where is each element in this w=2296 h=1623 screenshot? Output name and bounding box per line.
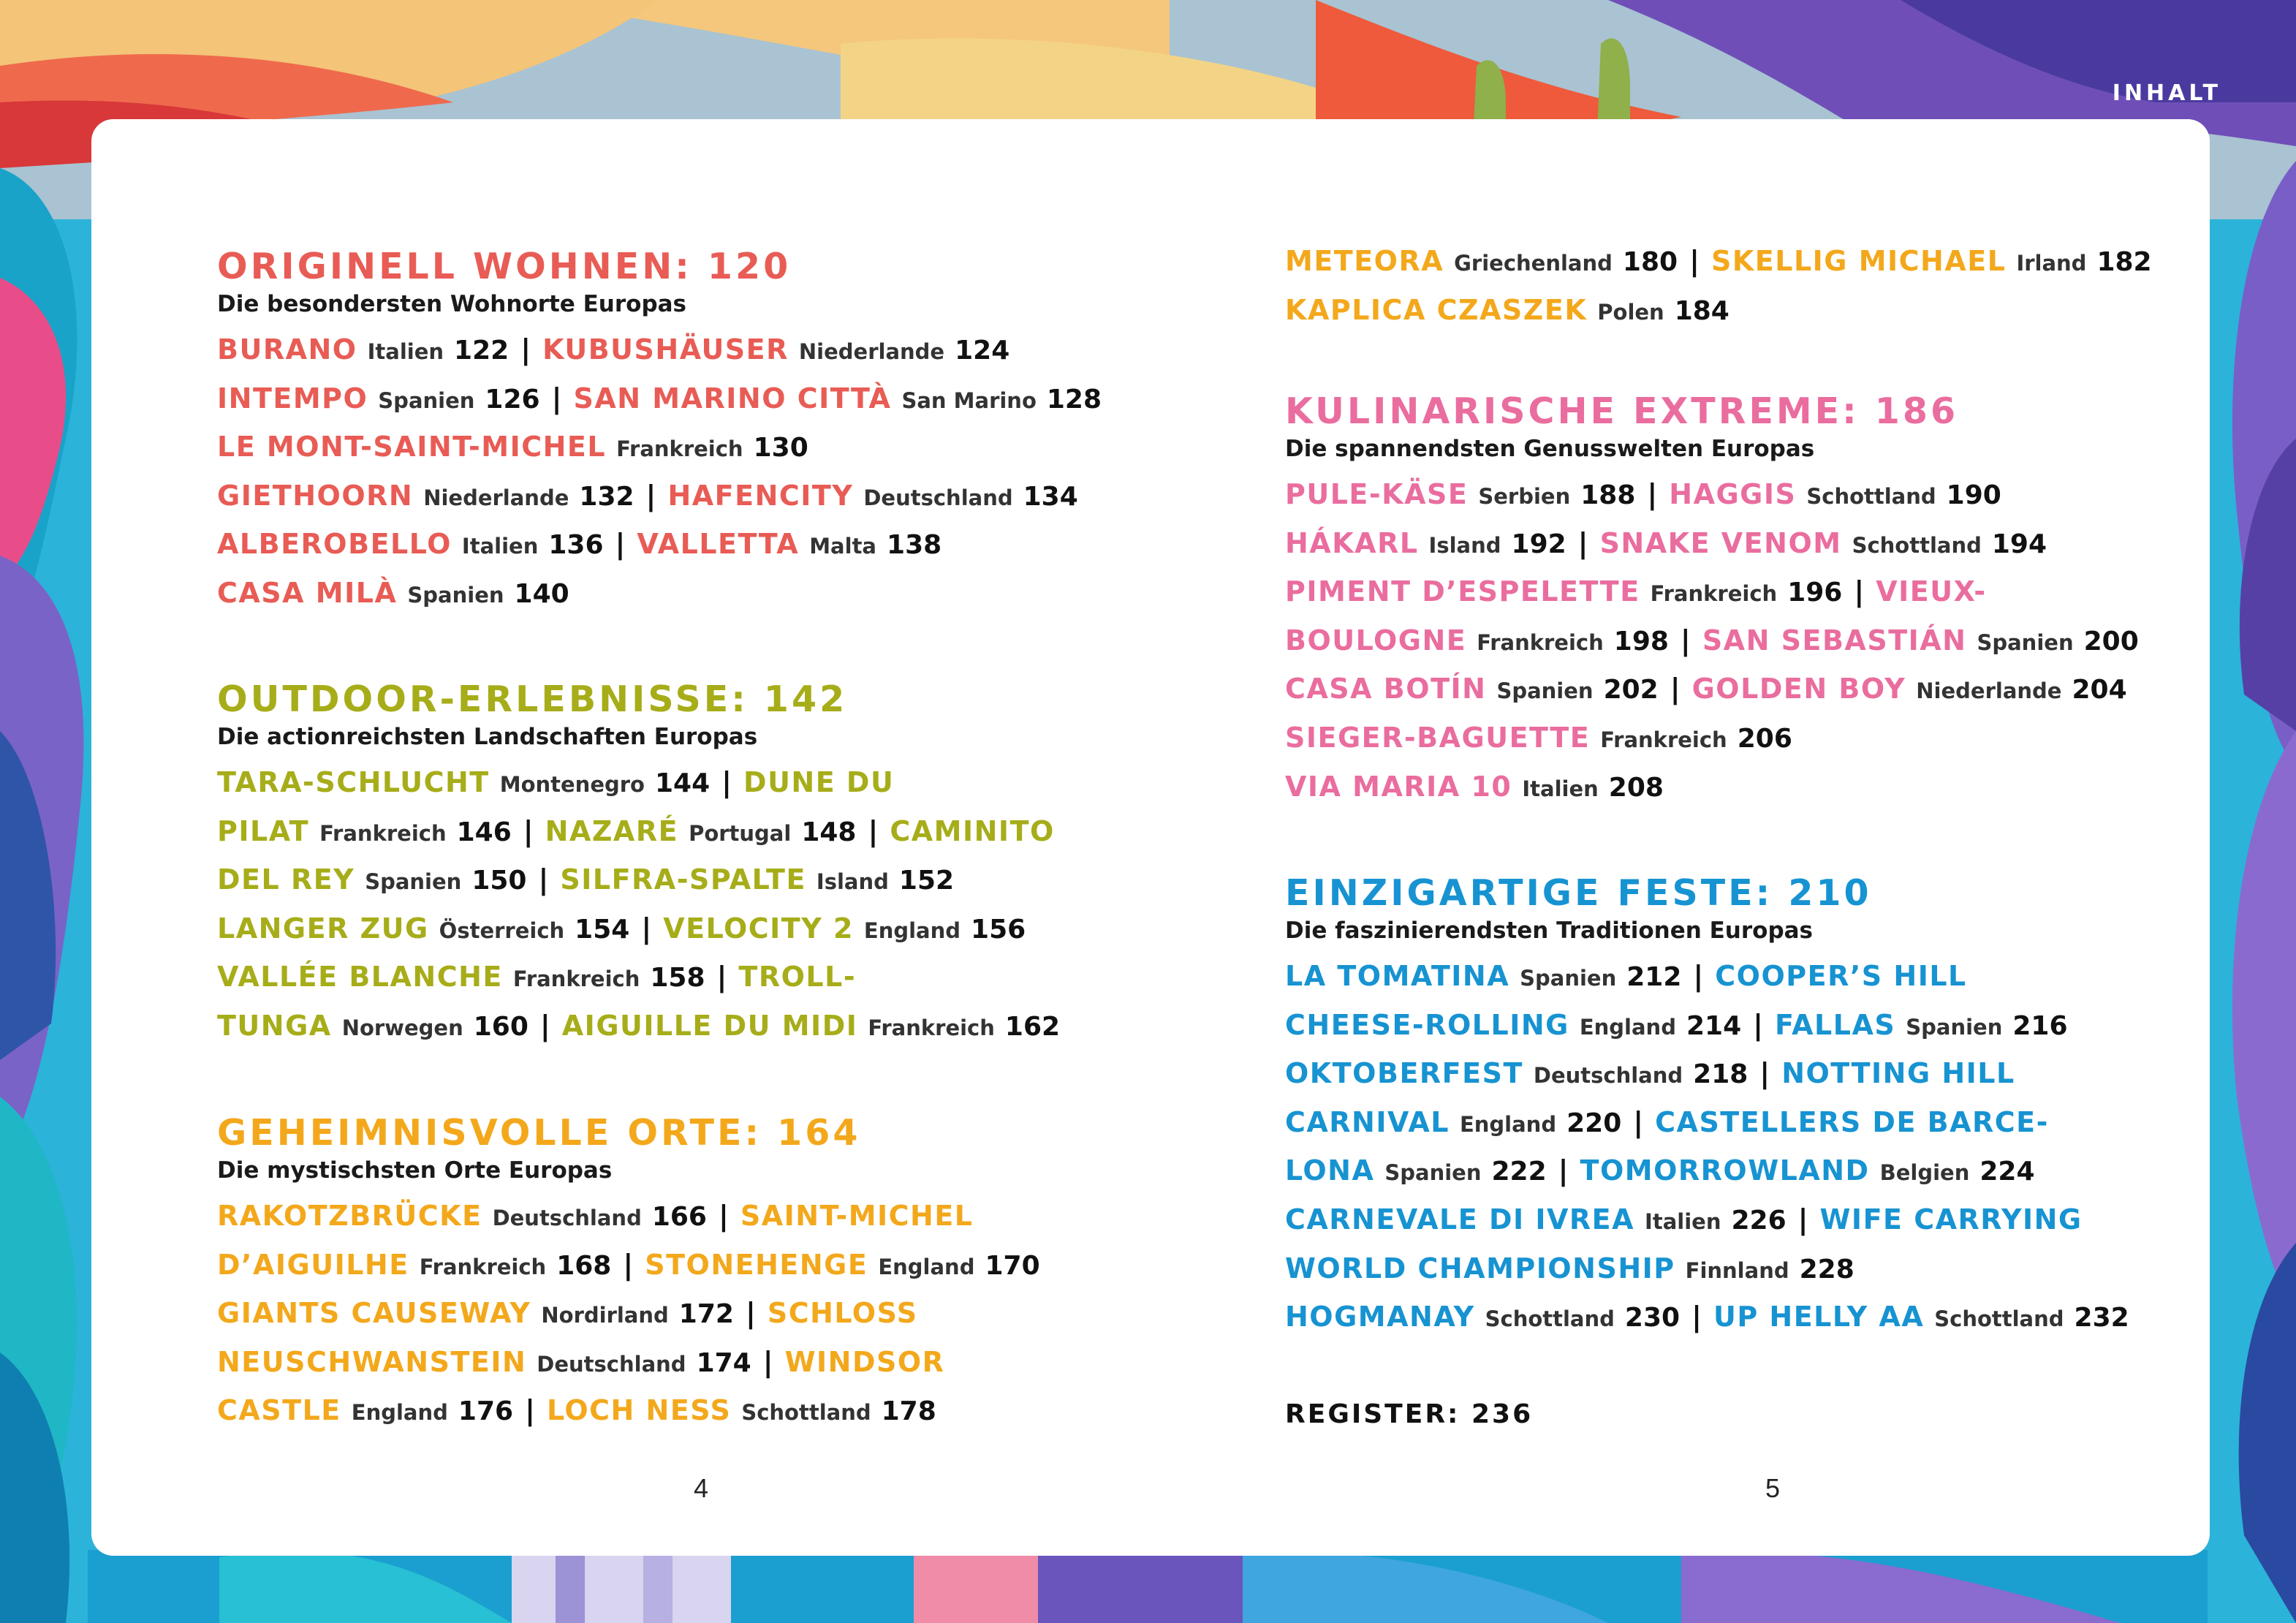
entry-separator: | — [1633, 1105, 1644, 1138]
page-ref[interactable]: 214 — [1686, 1010, 1742, 1041]
country-name: Frankreich — [616, 436, 743, 462]
place-name[interactable]: CARNIVAL — [1285, 1105, 1450, 1138]
place-name[interactable]: WINDSOR — [784, 1345, 945, 1378]
country-name: Malta — [809, 534, 877, 559]
page-ref[interactable]: 198 — [1613, 626, 1669, 657]
entry-separator: | — [1647, 478, 1658, 510]
page-number-right: 5 — [1765, 1473, 1781, 1503]
page-ref[interactable]: 188 — [1580, 480, 1636, 510]
toc-section — [1285, 390, 2177, 811]
country-name: Schottland — [1934, 1306, 2064, 1332]
country-name: Spanien — [1520, 966, 1617, 991]
place-name[interactable]: D’AIGUILHE — [217, 1248, 409, 1281]
entry-line — [217, 472, 1167, 521]
entry-line — [217, 569, 1167, 618]
place-name[interactable]: SAN MARINO CITTÀ — [573, 382, 892, 415]
page-ref[interactable]: 228 — [1799, 1254, 1854, 1285]
entry-separator: | — [1577, 526, 1588, 559]
entry-line — [217, 1386, 1167, 1435]
register-entry[interactable]: REGISTER: 236 — [1285, 1399, 1534, 1429]
section-subtitle: Die besondersten Wohnorte Europas — [217, 291, 687, 317]
country-name: Frankreich — [419, 1254, 547, 1279]
entry-line — [1285, 1098, 2177, 1147]
place-name[interactable]: GIANTS CAUSEWAY — [217, 1297, 531, 1330]
entry-separator: | — [762, 1345, 773, 1378]
country-name: Frankreich — [512, 966, 640, 992]
entry-separator: | — [551, 382, 562, 415]
page-ref[interactable]: 124 — [955, 336, 1010, 366]
page-ref[interactable]: 220 — [1566, 1108, 1622, 1138]
entry-list — [217, 1192, 1167, 1435]
entry-separator: | — [520, 333, 531, 366]
place-name[interactable]: CARNEVALE DI IVREA — [1285, 1203, 1635, 1236]
entry-line — [217, 1338, 1167, 1387]
entry-separator: | — [868, 814, 879, 847]
page-ref[interactable]: 190 — [1946, 480, 2001, 510]
place-name[interactable]: LA TOMATINA — [1285, 960, 1510, 992]
page-ref[interactable]: 178 — [881, 1396, 936, 1427]
country-name: Österreich — [439, 918, 565, 943]
place-name[interactable]: NAZARÉ — [545, 814, 679, 847]
country-name: San Marino — [901, 387, 1037, 413]
entry-separator: | — [523, 814, 534, 847]
country-name: Belgien — [1879, 1160, 1970, 1186]
country-name: Spanien — [365, 869, 462, 895]
country-name: Schottland — [1806, 484, 1936, 509]
country-name: Deutschland — [537, 1351, 686, 1377]
country-name: Serbien — [1478, 484, 1571, 509]
country-name: England — [1579, 1014, 1676, 1040]
place-name[interactable]: METEORA — [1285, 245, 1444, 277]
entry-separator: | — [1753, 1008, 1764, 1041]
place-name[interactable]: CASA BOTÍN — [1285, 673, 1487, 705]
entry-separator: | — [1689, 245, 1700, 277]
toc-section — [217, 678, 1167, 1051]
country-name: England — [863, 918, 961, 943]
country-name: Finnland — [1685, 1257, 1789, 1283]
country-name: Niederlande — [798, 339, 945, 364]
entry-line — [217, 1002, 1167, 1051]
country-name: Polen — [1597, 299, 1664, 325]
place-name[interactable]: SIEGER-BAGUETTE — [1285, 721, 1591, 754]
entry-separator: | — [1797, 1203, 1808, 1236]
section-heading[interactable]: OUTDOOR-ERLEBNISSE: 142 — [217, 678, 848, 720]
page-ref[interactable]: 218 — [1693, 1059, 1748, 1090]
country-name: Frankreich — [1650, 581, 1778, 607]
place-name[interactable]: GIETHOORN — [217, 479, 414, 512]
country-name: Spanien — [1906, 1014, 2003, 1040]
place-name[interactable]: PIMENT D’ESPELETTE — [1285, 575, 1640, 608]
country-name: Spanien — [1496, 678, 1594, 704]
entry-separator: | — [745, 1297, 756, 1330]
country-name: Spanien — [1384, 1160, 1482, 1186]
place-name[interactable]: SNAKE VENOM — [1599, 526, 1842, 559]
entry-line — [217, 1241, 1167, 1290]
entry-separator: | — [615, 528, 626, 561]
page-ref[interactable]: 200 — [2083, 626, 2139, 657]
page-ref[interactable]: 162 — [1004, 1011, 1061, 1042]
entry-line — [1285, 1001, 2177, 1050]
country-name: Frankreich — [1600, 727, 1727, 752]
country-name: Frankreich — [1477, 629, 1604, 655]
place-name[interactable]: TARA-SCHLUCHT — [217, 766, 490, 798]
place-name[interactable]: HAGGIS — [1669, 478, 1797, 510]
page-ref[interactable]: 232 — [2074, 1303, 2129, 1333]
entry-line — [1285, 567, 2177, 616]
country-name: Spanien — [407, 582, 504, 608]
place-name[interactable]: NOTTING HILL — [1781, 1057, 2015, 1090]
page-ref[interactable]: 134 — [1023, 481, 1078, 512]
place-name[interactable]: SCHLOSS — [767, 1297, 918, 1330]
entry-separator: | — [538, 863, 549, 896]
country-name: Island — [816, 869, 889, 895]
page-ref[interactable]: 226 — [1731, 1205, 1787, 1236]
entry-line — [1285, 1244, 2177, 1293]
page-ref[interactable]: 132 — [579, 481, 634, 512]
entry-line — [217, 423, 1167, 472]
entry-list — [1285, 237, 2177, 334]
entry-separator: | — [1680, 624, 1691, 657]
page-ref[interactable]: 130 — [753, 433, 808, 464]
place-name[interactable]: HOGMANAY — [1285, 1301, 1475, 1333]
toc-section — [217, 245, 1167, 618]
country-name: Irland — [2016, 251, 2087, 276]
place-name[interactable]: INTEMPO — [217, 382, 368, 415]
country-name: Niederlande — [1916, 678, 2062, 704]
country-name: Spanien — [1977, 629, 2074, 655]
toc-section — [217, 1111, 1167, 1435]
page-ref[interactable]: 126 — [485, 384, 540, 415]
entry-line — [1285, 286, 2177, 335]
entry-separator: | — [1854, 575, 1865, 608]
place-name[interactable]: HAFENCITY — [667, 479, 854, 512]
page-ref[interactable]: 140 — [514, 578, 569, 609]
place-name[interactable]: OKTOBERFEST — [1285, 1057, 1523, 1090]
page-ref[interactable]: 196 — [1787, 578, 1843, 608]
country-name: England — [351, 1400, 448, 1426]
section-subtitle: Die actionreichsten Landschaften Europas — [217, 724, 758, 750]
page-ref[interactable]: 180 — [1622, 247, 1678, 277]
entry-line — [217, 1192, 1167, 1241]
place-name[interactable]: TROLL- — [738, 961, 857, 994]
page-ref[interactable]: 204 — [2072, 675, 2127, 705]
place-name[interactable]: BOULOGNE — [1285, 624, 1467, 657]
entry-list — [217, 758, 1167, 1051]
country-name: England — [878, 1254, 975, 1279]
place-name[interactable]: TUNGA — [217, 1009, 332, 1042]
entry-separator: | — [641, 912, 652, 945]
page-ref[interactable]: 128 — [1046, 384, 1102, 415]
page-ref[interactable]: 212 — [1626, 962, 1682, 992]
page-ref[interactable]: 172 — [678, 1299, 734, 1330]
entry-separator: | — [645, 479, 656, 512]
entry-line — [1285, 1293, 2177, 1342]
country-name: Spanien — [378, 387, 475, 413]
page-ref[interactable]: 154 — [575, 914, 630, 945]
entry-line — [1285, 237, 2177, 286]
place-name[interactable]: VIA MARIA 10 — [1285, 770, 1512, 803]
page-ref[interactable]: 206 — [1737, 723, 1792, 754]
toc-section — [1285, 871, 2177, 1342]
section-heading[interactable]: GEHEIMNISVOLLE ORTE: 164 — [217, 1112, 861, 1154]
entry-separator: | — [539, 1009, 550, 1042]
place-name[interactable]: STONEHENGE — [645, 1248, 868, 1281]
entry-separator: | — [1693, 960, 1704, 992]
place-name[interactable]: SILFRA-SPALTE — [560, 863, 806, 896]
entry-line — [1285, 1146, 2177, 1195]
page-ref[interactable]: 144 — [654, 768, 711, 798]
entry-separator: | — [1759, 1057, 1770, 1090]
entry-separator: | — [1691, 1301, 1702, 1333]
page-ref[interactable]: 174 — [696, 1347, 751, 1378]
place-name[interactable]: COOPER’S HILL — [1715, 960, 1967, 992]
entry-line — [217, 904, 1167, 953]
place-name[interactable]: RAKOTZBRÜCKE — [217, 1200, 482, 1232]
section-subtitle: Die mystischsten Orte Europas — [217, 1157, 613, 1184]
entry-line — [217, 1289, 1167, 1338]
country-name: Italien — [461, 534, 539, 559]
page-ref[interactable]: 176 — [458, 1396, 514, 1427]
page-ref[interactable]: 184 — [1674, 295, 1729, 326]
section-heading[interactable]: ORIGINELL WOHNEN: 120 — [217, 246, 792, 287]
place-name[interactable]: KUBUSHÄUSER — [542, 333, 789, 366]
place-name[interactable]: ALBEROBELLO — [217, 528, 452, 561]
page-ref[interactable]: 208 — [1608, 772, 1664, 803]
page-ref[interactable]: 136 — [548, 530, 604, 561]
entry-separator: | — [525, 1394, 535, 1427]
entry-line — [1285, 952, 2177, 1001]
place-name[interactable]: TOMORROWLAND — [1580, 1154, 1870, 1187]
place-name[interactable]: WIFE CARRYING — [1819, 1203, 2083, 1236]
page-ref[interactable]: 168 — [556, 1250, 612, 1281]
section-label: INHALT — [2112, 80, 2221, 106]
country-name: Nordirland — [541, 1303, 669, 1328]
place-name[interactable]: BURANO — [217, 333, 357, 366]
place-name[interactable]: CASTELLERS DE BARCE- — [1655, 1105, 2049, 1138]
entry-line — [217, 520, 1167, 569]
country-name: England — [1459, 1111, 1557, 1137]
toc-card — [91, 119, 2210, 1556]
page-ref[interactable]: 192 — [1511, 529, 1566, 559]
country-name: Italien — [367, 339, 444, 364]
place-name[interactable]: LANGER ZUG — [217, 912, 429, 945]
country-name: Island — [1428, 532, 1501, 558]
entry-line — [217, 855, 1167, 904]
entry-line — [1285, 665, 2177, 714]
entry-line — [1285, 763, 2177, 812]
page-ref[interactable]: 160 — [473, 1011, 528, 1042]
place-name[interactable]: LONA — [1285, 1154, 1375, 1187]
entry-line — [217, 953, 1167, 1002]
place-name[interactable]: VALLÉE BLANCHE — [217, 961, 503, 994]
page-ref[interactable]: 150 — [471, 866, 527, 896]
page-ref[interactable]: 148 — [801, 817, 857, 847]
entry-line — [217, 758, 1167, 807]
section-subtitle: Die spannendsten Genusswelten Europas — [1285, 436, 1815, 462]
entry-separator: | — [718, 1200, 729, 1232]
place-name[interactable]: PULE-KÄSE — [1285, 478, 1469, 510]
place-name[interactable]: NEUSCHWANSTEIN — [217, 1345, 527, 1378]
place-name[interactable]: AIGUILLE DU MIDI — [561, 1009, 858, 1042]
country-name: Deutschland — [1533, 1063, 1683, 1089]
entry-line — [1285, 470, 2177, 519]
country-name: Portugal — [689, 820, 792, 846]
place-name[interactable]: CASTLE — [217, 1394, 341, 1427]
page-ref[interactable]: 146 — [456, 817, 512, 847]
place-name[interactable]: HÁKARL — [1285, 526, 1419, 559]
entry-line — [217, 325, 1167, 374]
place-name[interactable]: CASA MILÀ — [217, 576, 398, 609]
country-name: Niederlande — [423, 485, 569, 510]
place-name[interactable]: WORLD CHAMPIONSHIP — [1285, 1252, 1675, 1285]
place-name[interactable]: KAPLICA CZASZEK — [1285, 293, 1588, 326]
entry-list — [1285, 952, 2177, 1342]
entry-separator: | — [1670, 673, 1681, 705]
country-name: Griechenland — [1454, 251, 1613, 276]
country-name: Montenegro — [499, 772, 645, 797]
entry-line — [1285, 616, 2177, 665]
country-name: Frankreich — [319, 820, 447, 846]
page-ref[interactable]: 158 — [650, 963, 705, 994]
page-ref[interactable]: 170 — [985, 1250, 1040, 1281]
entry-line — [1285, 714, 2177, 763]
place-name[interactable]: SAINT-MICHEL — [740, 1200, 974, 1232]
place-name[interactable]: UP HELLY AA — [1713, 1301, 1925, 1333]
place-name[interactable]: DUNE DU — [743, 766, 895, 798]
section-heading[interactable]: EINZIGARTIGE FESTE: 210 — [1285, 872, 1872, 914]
entry-separator: | — [716, 961, 727, 994]
page-ref[interactable]: 230 — [1624, 1303, 1681, 1333]
page-ref[interactable]: 194 — [1991, 529, 2047, 559]
page-ref[interactable]: 138 — [887, 530, 942, 561]
entry-separator: | — [623, 1248, 634, 1281]
page-ref[interactable]: 156 — [971, 914, 1026, 945]
country-name: Norwegen — [341, 1015, 463, 1040]
place-name[interactable]: LE MONT-SAINT-MICHEL — [217, 431, 607, 464]
country-name: Italien — [1645, 1208, 1721, 1234]
page-number-left: 4 — [694, 1473, 709, 1503]
section-heading[interactable]: KULINARISCHE EXTREME: 186 — [1285, 390, 1959, 432]
place-name[interactable]: VELOCITY 2 — [663, 912, 854, 945]
page-ref[interactable]: 122 — [454, 336, 509, 366]
place-name[interactable]: PILAT — [217, 814, 310, 847]
page-ref[interactable]: 224 — [1979, 1157, 2035, 1187]
country-name: Italien — [1522, 776, 1599, 801]
country-name: Frankreich — [868, 1015, 995, 1040]
place-name[interactable]: CHEESE-ROLLING — [1285, 1008, 1569, 1041]
page-ref[interactable]: 222 — [1491, 1157, 1547, 1187]
place-name[interactable]: VALLETTA — [637, 528, 800, 561]
place-name[interactable]: DEL REY — [217, 863, 355, 896]
country-name: Schottland — [741, 1400, 871, 1426]
entry-line — [1285, 1049, 2177, 1098]
place-name[interactable]: LOCH NESS — [546, 1394, 732, 1427]
page-ref[interactable]: 202 — [1603, 675, 1659, 705]
country-name: Deutschland — [863, 485, 1013, 510]
country-name: Deutschland — [492, 1206, 642, 1230]
place-name[interactable]: SKELLIG MICHAEL — [1710, 245, 2007, 277]
page-ref[interactable]: 216 — [2012, 1010, 2068, 1041]
section-subtitle: Die faszinierendsten Traditionen Europas — [1285, 918, 1814, 944]
country-name: Schottland — [1485, 1306, 1615, 1332]
place-name[interactable]: CAMINITO — [890, 814, 1055, 847]
entry-line — [217, 807, 1167, 856]
place-name[interactable]: GOLDEN BOY — [1691, 673, 1906, 705]
entry-list — [217, 325, 1167, 618]
entry-line — [217, 374, 1167, 423]
place-name[interactable]: SAN SEBASTIÁN — [1702, 624, 1967, 657]
toc-section-continued — [1285, 237, 2177, 334]
place-name[interactable]: VIEUX- — [1876, 575, 1987, 608]
page-ref[interactable]: 166 — [651, 1202, 707, 1232]
entry-list — [1285, 470, 2177, 811]
entry-line — [1285, 1195, 2177, 1244]
country-name: Schottland — [1852, 532, 1982, 558]
place-name[interactable]: FALLAS — [1775, 1008, 1896, 1041]
entry-separator: | — [1558, 1154, 1569, 1187]
page-ref[interactable]: 152 — [898, 866, 955, 896]
page-ref[interactable]: 182 — [2096, 247, 2152, 277]
entry-line — [1285, 519, 2177, 568]
entry-separator: | — [721, 766, 732, 798]
